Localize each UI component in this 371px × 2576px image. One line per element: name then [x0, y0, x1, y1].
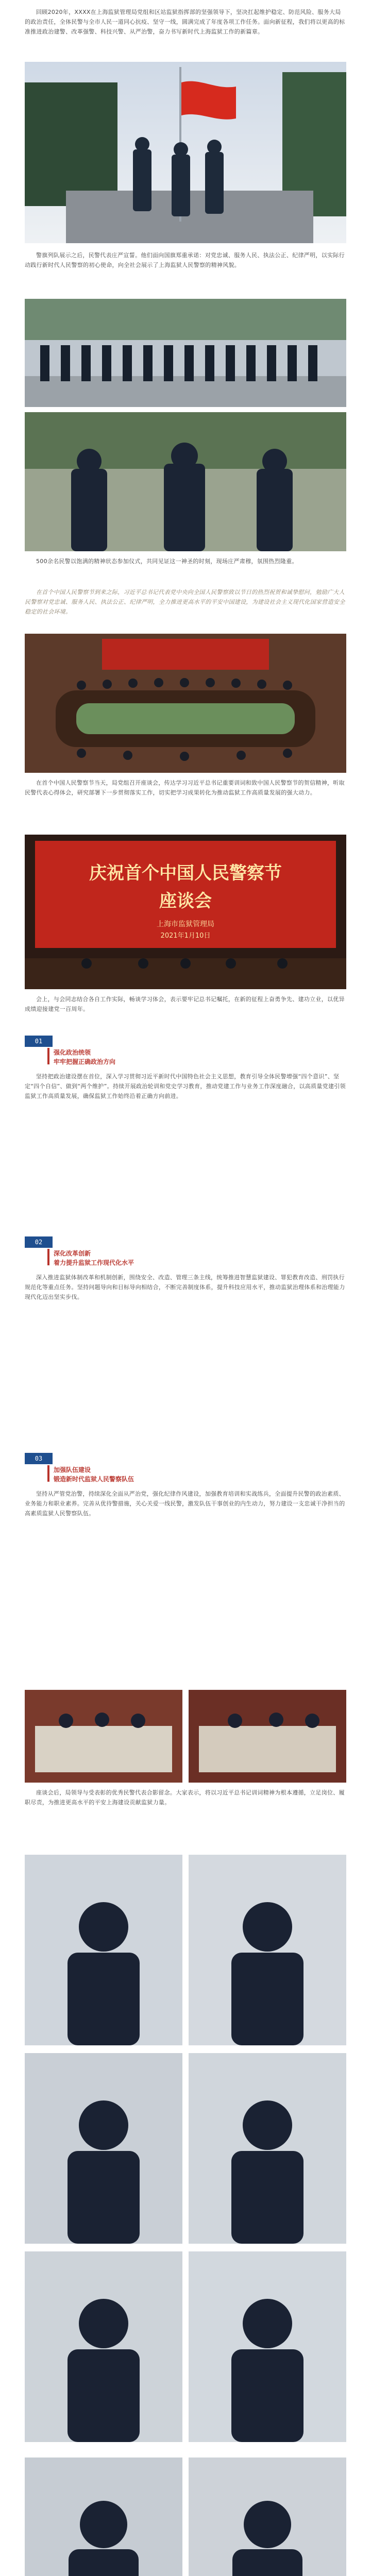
section-body-02: 深入推进监狱体制改革和机制创新，围绕安全、改造、管理三条主线，统筹推进智慧监狱建设、罪犯教育改造、刑罚执行规范化等重点任务。坚持问题导向和目标导向相结合，不断完善制度体系，提升科技应用水平，推动监狱治理体系和治理能力现代化迈出坚实步伐。: [25, 1274, 345, 1300]
section-accent-bar: [47, 1465, 49, 1482]
section-body-01: 坚持把政治建设摆在首位，深入学习贯彻习近平新时代中国特色社会主义思想，教育引导全体民警增强“四个意识”、坚定“四个自信”、做到“两个维护”。持续开展政治轮训和党史学习教育，推动党建工作与业务工作深度融合，以高质量党建引领监狱工作高质量发展，确保监狱工作始终沿着正确方向前进。: [25, 1073, 346, 1099]
quote-paragraph: 在首个中国人民警察节到来之际，习近平总书记代表党中央向全国人民警察致以节日的热烈祝贺和诚挚慰问，勉励广大人民警察对党忠诚、服务人民、执法公正、纪律严明，全力推进更高水平的平安中国建设，为建设社会主义现代化国家营造安全稳定的社会环境。: [25, 589, 345, 615]
section-body-03: 坚持从严管党治警，持续深化全面从严治党，强化纪律作风建设，加强教育培训和实战练兵，全面提升民警的政治素质、业务能力和职业素养。完善从优待警措施，关心关爱一线民警，激发队伍干事创业的内生动力，努力建设一支忠诚干净担当的高素质监狱人民警察队伍。: [25, 1490, 345, 1517]
speaker-photo-left: [25, 1690, 182, 1783]
banner-line2: 座谈会: [159, 891, 212, 911]
section-subtitle: 牢牢把握正确政治方向: [54, 1058, 116, 1065]
meeting-paragraph: 在首个中国人民警察节当天，局党组召开座谈会，传达学习习近平总书记重要训词和致中国人民警察节的贺信精神，听取民警代表心得体会，研究部署下一步贯彻落实工作，切实把学习成果转化为推动监狱工作高质量发展的强大动力。: [25, 779, 345, 796]
intro-paragraph: 回顾2020年，XXXX在上海监狱管理局党组和区站监狱指挥部的坚强领导下，坚决扛起维护稳定、防范风险、服务大局的政治责任，全体民警与全市人民一道同心抗疫、坚守一线，圆满完成了年度各项工作任务。面向新征程，我们将以更高的标准推进政治建警、改革强警、科技兴警、从严治警，奋力书写新时代上海监狱工作的新篇章。: [25, 9, 345, 35]
banner-line1: 庆祝首个中国人民警察节: [89, 863, 282, 884]
portrait-grid-bottom: [25, 2458, 346, 2576]
section-header-01: [25, 1036, 346, 1064]
flag-raising-photo: [25, 62, 346, 243]
meeting-room-photo: [25, 634, 346, 773]
symposium-banner: [25, 835, 346, 989]
section-title: 加强队伍建设: [54, 1466, 91, 1473]
section-title: 深化改革创新: [54, 1250, 91, 1257]
oath-closeup-photo: [25, 412, 346, 551]
speaker-photo-right: [189, 1690, 346, 1783]
section-subtitle: 锻造新时代监狱人民警察队伍: [54, 1476, 134, 1483]
symposium-banner-photo: [25, 835, 346, 989]
portrait-grid-top: [25, 1855, 346, 2447]
formation-illustration: [25, 299, 346, 407]
banner-date: 2021年1月10日: [160, 932, 211, 940]
flag-raising-illustration: [25, 62, 346, 243]
speaker-right-illustration: [189, 1690, 346, 1783]
section-header-03: [25, 1453, 346, 1482]
speaker-left-illustration: [25, 1690, 182, 1783]
oath-paragraph: 警旗列队展示之后，民警代表庄严宣誓。他们面向国旗郑重承诺：对党忠诚、服务人民、执法公正、纪律严明，以实际行动践行新时代人民警察的初心使命，向全社会展示了上海监狱人民警察的精神风貌。: [25, 252, 345, 268]
section-subtitle: 着力提升监狱工作现代化水平: [54, 1259, 134, 1266]
oath-closeup-illustration: [25, 412, 346, 551]
officer-portraits-bottom: [25, 2458, 346, 2576]
section-number: 01: [25, 1036, 53, 1047]
section-header-02: [25, 1236, 346, 1265]
ceremony-paragraph: 500余名民警以饱满的精神状态参加仪式，共同见证这一神圣的时刻，现场庄严肃穆，氛围热烈隆重。: [36, 558, 298, 565]
discussion-paragraph: 会上，与会同志结合各自工作实际，畅谈学习体会，表示要牢记总书记嘱托，在新的征程上奋勇争先、建功立业，以优异成绩迎接建党一百周年。: [25, 996, 345, 1012]
section-number: 02: [25, 1236, 53, 1248]
section-accent-bar: [47, 1249, 49, 1265]
section-accent-bar: [47, 1048, 49, 1064]
section-number: 03: [25, 1453, 53, 1464]
section-title: 强化政治统领: [54, 1049, 91, 1056]
banner-org: 上海市监狱管理局: [157, 920, 214, 928]
group-photo-paragraph: 座谈会后，局领导与受表彰的优秀民警代表合影留念。大家表示，将以习近平总书记训词精神为根本遵循，立足岗位、履职尽责，为推进更高水平的平安上海建设贡献监狱力量。: [25, 1789, 345, 1806]
officer-portraits-top: [25, 1855, 346, 2447]
meeting-room-illustration: [25, 634, 346, 773]
formation-photo: [25, 299, 346, 407]
